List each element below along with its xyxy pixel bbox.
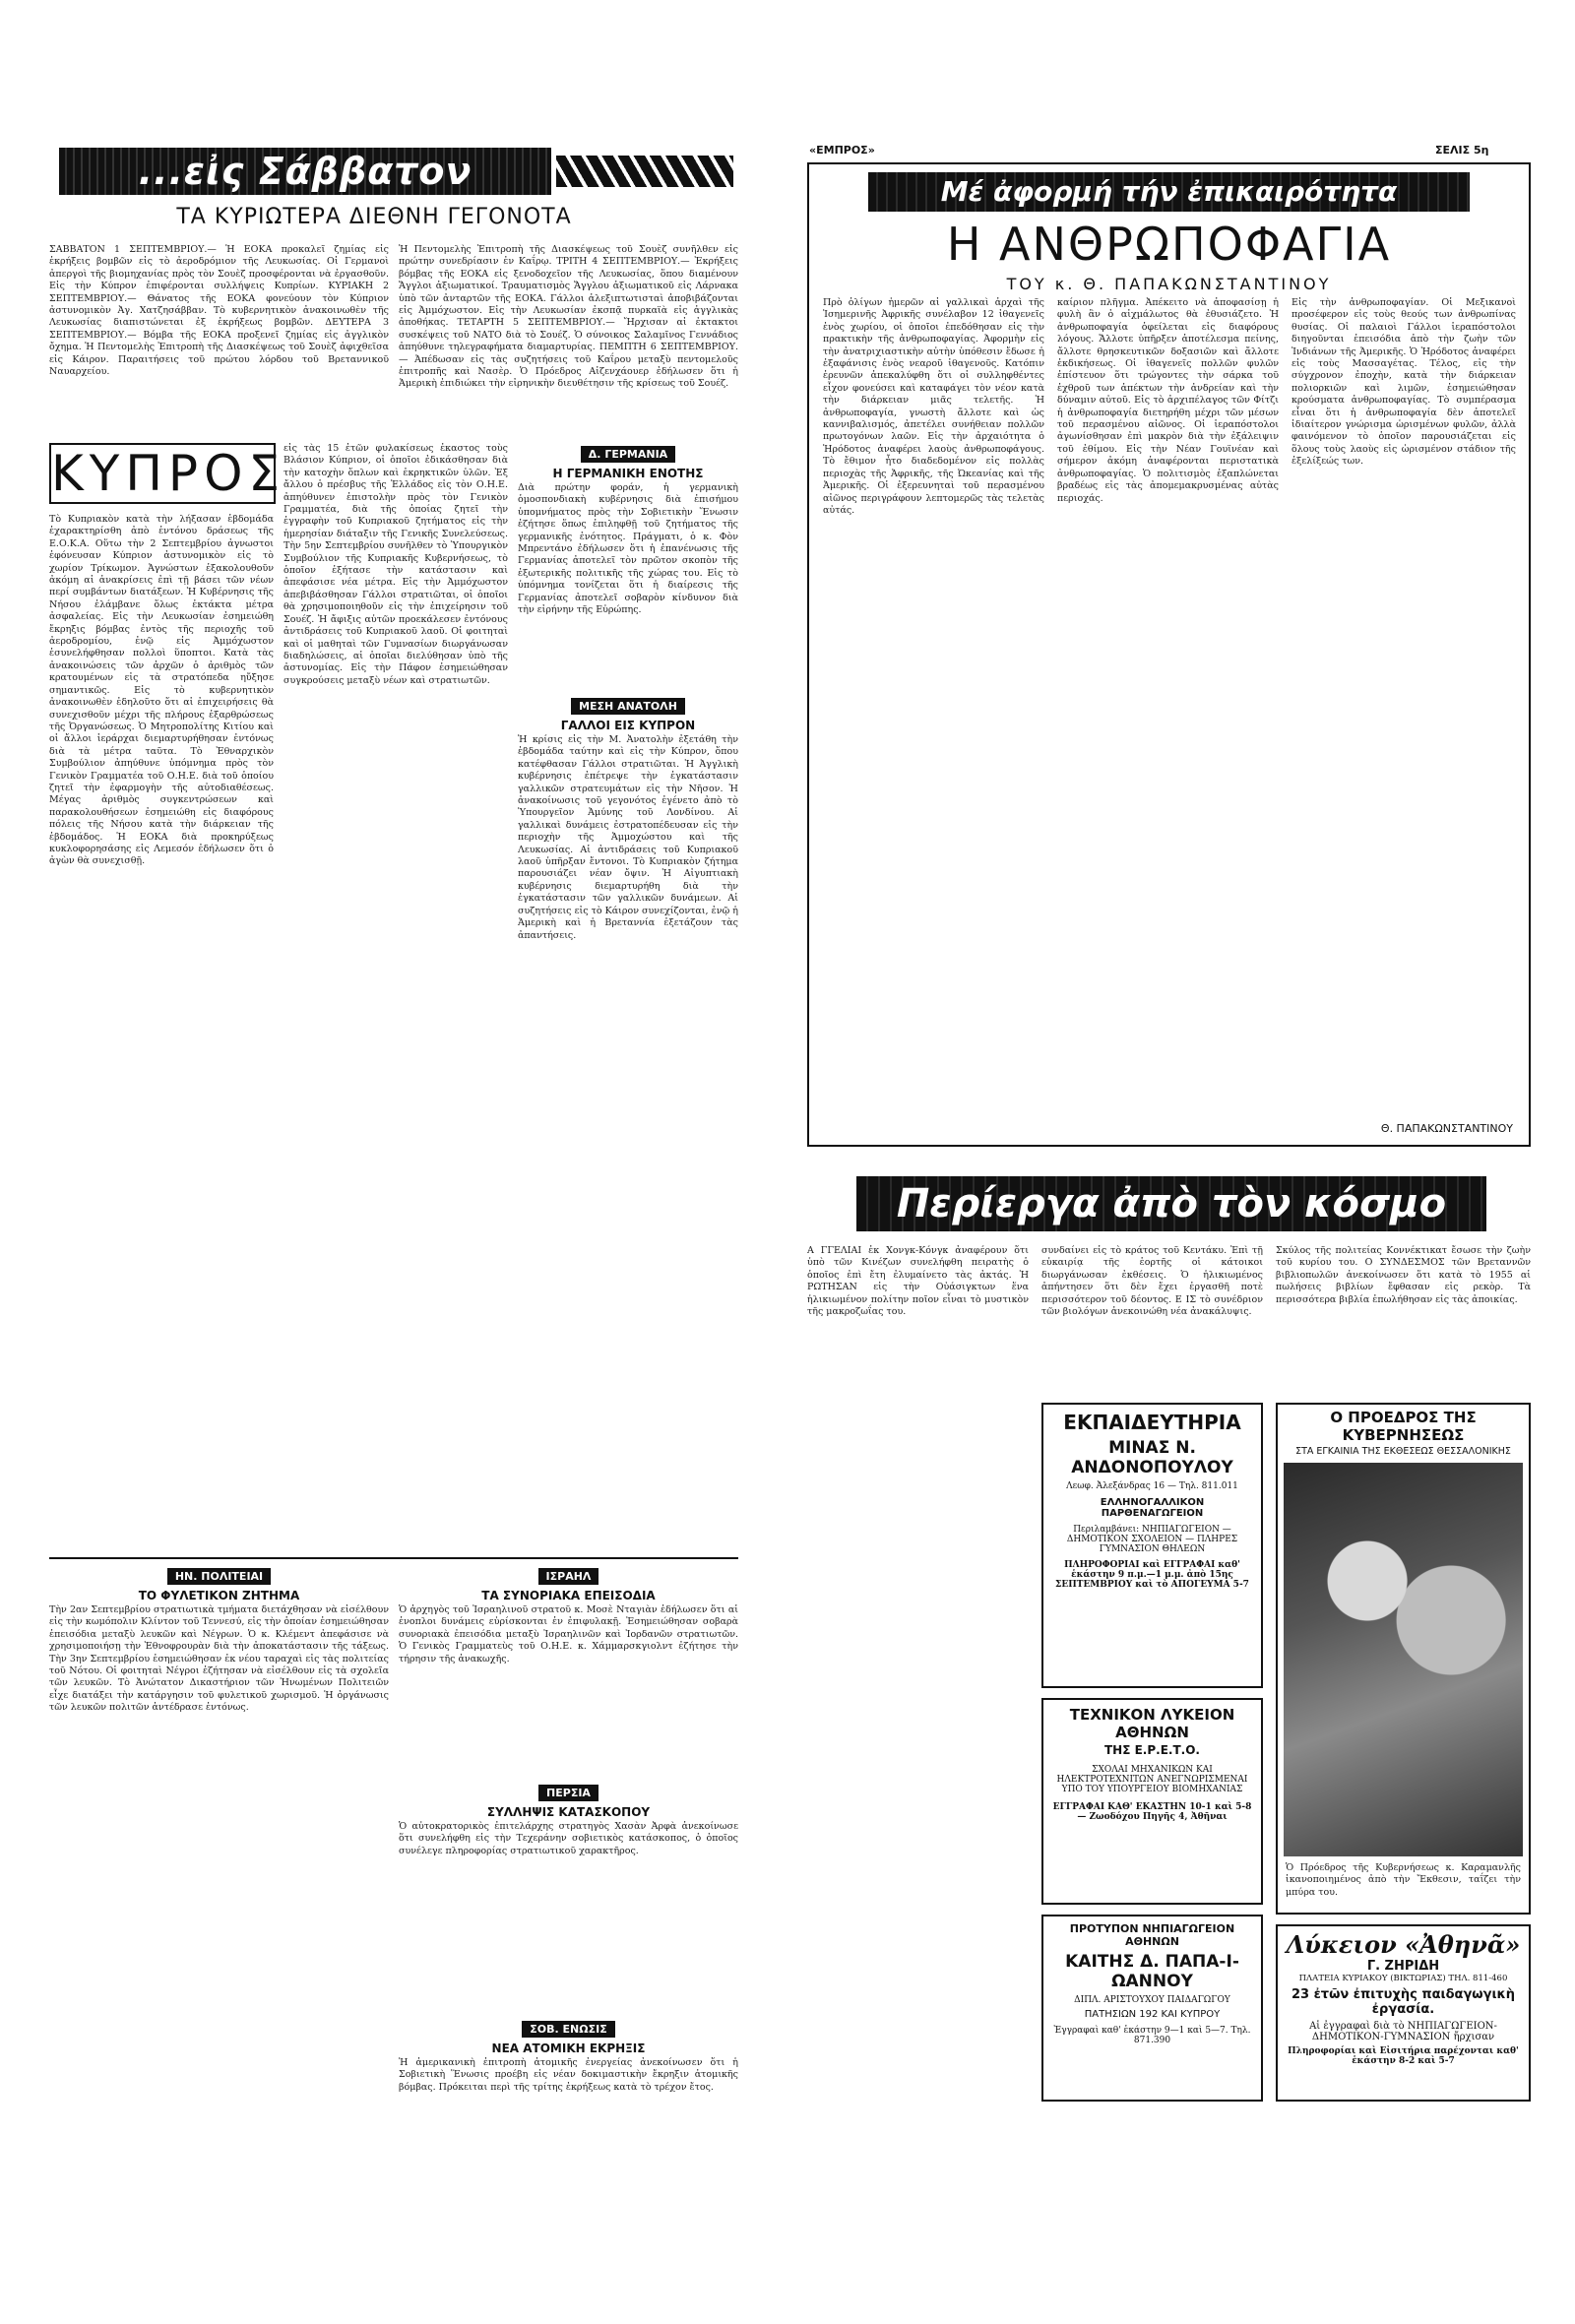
germany-label: Δ. ΓΕΡΜΑΝΙΑ xyxy=(581,446,675,463)
usa-text: Τὴν 2αν Σεπτεμβρίου στρατιωτικὰ τμήματα διετάχθησαν νὰ εἰσέλθουν εἰς τὴν κωμόπολιν Κλίντον τοῦ Τεννεσύ, εἰς τὴν ὁποίαν ἐσημειώθησαν ἐπεισόδια μεταξὺ λευκῶν καὶ Νέγρων. Ὁ κ. Κλέμεντ ἀπεφάσισε νὰ χρησιμοποιήσῃ τὴν Ἐθνοφρουρὰν διὰ τὴν ἀποκατάστασιν τῆς τάξεως. Τὴν 3ην Σεπτεμβρίου ἐσημειώθησαν ἐκ νέου ταραχαὶ εἰς τὰς πολιτείας τοῦ Νότου. Οἱ φοιτηταὶ Νέγροι ἐζήτησαν νὰ εἰσέλθουν εἰς τὰ σχολεῖα τῶν λευκῶν. Τὸ Ἀνώτατον Δικαστήριον τῶν Ἡνωμένων Πολιτειῶν εἶχε διατάξει τὴν κατάργησιν τοῦ φυλετικοῦ χωρισμοῦ. Ἡ ὀργάνωσις τῶν λευκῶν πολιτῶν ἀντέδρασε ἐντόνως. xyxy=(49,1604,389,1714)
persia-section xyxy=(399,1782,738,1819)
article-banner-text: Μέ ἀφορμή τήν ἐπικαιρότητα xyxy=(940,175,1398,208)
ad-andonopoulou xyxy=(1041,1403,1263,1688)
ussr-section xyxy=(399,2018,738,2055)
article-banner xyxy=(868,172,1470,212)
curios-banner xyxy=(856,1176,1486,1231)
right-page xyxy=(807,162,1555,2298)
ad3-address: ΠΑΤΗΣΙΩΝ 192 ΚΑΙ ΚΥΠΡΟΥ xyxy=(1084,2009,1221,2020)
ad-nursery xyxy=(1041,1915,1263,2102)
cyprus-col2: εἰς τὰς 15 ἐτῶν φυλακίσεως ἐκαστος τοὺς Βλάσιον Κύπριον, οἱ ὁποῖοι ἐδικάσθησαν διὰ τὴν κατοχὴν ὅπλων καὶ ἐκρηκτικῶν ὑλῶν. Ἐξ ἄλλου ὁ πρέσβυς τῆς Ἑλλάδος εἰς τὸν Ο.Η.Ε. ἀπηύθυνεν ἐπιστολὴν πρὸς τὸν Γενικὸν Γραμματέα, διὰ τῆς ὁποίας ζητεῖ τὴν ἐγγραφὴν τοῦ Κυπριακοῦ ζητήματος εἰς τὴν ἡμερησίαν διάταξιν τῆς Γενικῆς Συνελεύσεως. Τὴν 5ην Σεπτεμβρίου συνῆλθεν τὸ Ὑπουργικὸν Συμβούλιον τῆς Κυπριακῆς Κυβερνήσεως, τὸ ὁποῖον ἐξήτασε τὴν κατάστασιν καὶ ἀπεφάσισε νέα μέτρα. Εἰς τὴν Ἀμμόχωστον ἀπεβιβάσθησαν Γάλλοι στρατιῶται, οἱ ὁποῖοι θὰ χρησιμοποιηθοῦν εἰς τὴν ἐπιχείρησιν τοῦ Σουέζ. Ἡ ἄφιξις αὐτῶν προεκάλεσεν ἐντόνους ἀντιδράσεις τοῦ Κυπριακοῦ λαοῦ. Οἱ φοιτηταὶ καὶ οἱ μαθηταὶ τῶν Γυμνασίων διωργάνωσαν διαδηλώσεις, αἱ ὁποῖαι διελύθησαν ὑπὸ τῆς ἀστυνομίας. Εἰς τὴν Πάφον ἐσημειώθησαν συγκρούσεις μεταξὺ νέων καὶ στρατιωτῶν. xyxy=(284,443,508,686)
ad2-text: ΣΧΟΛΑΙ ΜΗΧΑΝΙΚΩΝ ΚΑΙ ΗΛΕΚΤΡΟΤΕΧΝΙΤΩΝ ΑΝΕΓΝΩΡΙΣΜΕΝΑΙ ΥΠΟ ΤΟΥ ΥΠΟΥΡΓΕΙΟΥ ΒΙΟΜΗΧΑΝΙΑΣ xyxy=(1056,1765,1248,1794)
ad3-sub: ΔΙΠΛ. ΑΡΙΣΤΟΥΧΟΥ ΠΑΙΔΑΓΩΓΟΥ xyxy=(1074,1995,1230,2005)
page-number: ΣΕΛΙΣ 5η xyxy=(1435,144,1489,157)
israel-label: ΙΣΡΑΗΛ xyxy=(538,1568,599,1585)
usa-section xyxy=(49,1565,389,1602)
ad1-address: Λεωφ. Ἀλεξάνδρας 16 — Τηλ. 811.011 xyxy=(1066,1481,1238,1491)
ad3-info: Ἐγγραφαὶ καθ' ἑκάστην 9—1 καὶ 5—7. Τηλ. 871.390 xyxy=(1053,2026,1251,2045)
pm-title: Ο ΠΡΟΕΔΡΟΣ ΤΗΣ ΚΥΒΕΡΝΗΣΕΩΣ xyxy=(1330,1409,1477,1444)
mideast-title: ΓΑΛΛΟΙ ΕΙΣ ΚΥΠΡΟΝ xyxy=(560,719,696,732)
article-col3: Εἰς τὴν ἀνθρωποφαγίαν. Οἱ Μεξικανοὶ προσέφερον εἰς τοὺς θεούς των ἀνθρωπίνας θυσίας. Οἱ παλαιοὶ Γάλλοι ἱεραπόστολοι διηγοῦνται ἐπεισόδια ἀπὸ τὴν ζωὴν τῶν Ἰνδιάνων τῆς Ἀμερικῆς. Ὁ Ἡρόδοτος ἀναφέρει εἰς τοὺς Μασσαγέτας. Τέλος, εἰς τὴν σύγχρονον ἐποχὴν, κατὰ τὴν διάρκειαν πολιορκιῶν καὶ λιμῶν, ἐσημειώθησαν κρούσματα ἀνθρωποφαγίας. Τὸ συμπέρασμα εἶναι ὅτι ἡ ἀνθρωποφαγία δὲν ἀποτελεῖ ἰδιαίτερον γνώρισμα ὡρισμένων φυλῶν, ἀλλὰ φαινόμενον τὸ ὁποῖον παρουσιάζεται εἰς ὅλους τοὺς λαοὺς εἰς ὡρισμένον στάδιον τῆς ἐξελίξεώς των. xyxy=(1292,297,1516,468)
ad4-title: Λύκειον «Ἀθηνᾶ» xyxy=(1286,1930,1521,1959)
curios-col1: Α ΓΓΕΛΙΑΙ ἐκ Χονγκ-Κόνγκ ἀναφέρουν ὅτι ὑπὸ τῶν Κινέζων συνελήφθη πειρατὴς ὁ ὁποῖος ἐπὶ ἔτη ἐλυμαίνετο τὰς ἀκτάς. Ἡ ΡΩΤΗΣΑΝ εἰς τὴν Οὐάσιγκτων ἕνα ἡλικιωμένον πολίτην ποῖον εἶναι τὸ μυστικὸν τῆς μακροζωΐας του. xyxy=(807,1245,1029,1318)
ad4-info: Πληροφορίαι καὶ Εἰσιτήρια παρέχονται καθ' ἑκάστην 8-2 καὶ 5-7 xyxy=(1288,2046,1519,2066)
ad1-title: ΕΚΠΑΙΔΕΥΤΗΡΙΑ xyxy=(1063,1411,1241,1434)
ad4-name: Γ. ΖΗΡΙΔΗ xyxy=(1366,1959,1440,1974)
ad-technical-lyceum xyxy=(1041,1698,1263,1905)
ad1-type: ΕΛΛΗΝΟΓΑΛΛΙΚΟΝ ΠΑΡΘΕΝΑΓΩΓΕΙΟΝ xyxy=(1100,1497,1205,1519)
ad1-info: ΠΛΗΡΟΦΟΡΙΑΙ καὶ ΕΓΓΡΑΦΑΙ καθ' ἑκάστην 9 π.μ.—1 μ.μ. ἀπὸ 15ης ΣΕΠΤΕΜΒΡΙΟΥ καὶ τὸ ΑΠΟΓΕΥΜΑ 5-7 xyxy=(1055,1560,1249,1590)
usa-label: ΗΝ. ΠΟΛΙΤΕΙΑΙ xyxy=(167,1568,271,1585)
article-byline: ΤΟΥ κ. Θ. ΠΑΠΑΚΩΝΣΤΑΝΤΙΝΟΥ xyxy=(1006,275,1332,293)
israel-section xyxy=(399,1565,738,1602)
pm-caption: Ὁ Πρόεδρος τῆς Κυβερνήσεως κ. Καραμανλῆς ἱκανοποιημένος ἀπὸ τὴν Ἔκθεσιν, ταΐζει τὴν μπύρα του. xyxy=(1286,1862,1521,1898)
mideast-label: ΜΕΣΗ ΑΝΑΤΟΛΗ xyxy=(571,698,685,715)
ad2-sub: ΤΗΣ Ε.Ρ.Ε.Τ.Ο. xyxy=(1104,1743,1200,1757)
weekly-subtitle: ΤΑ ΚΥΡΙΩΤΕΡΑ ΔΙΕΘΝΗ ΓΕΓΟΝΟΤΑ xyxy=(176,205,572,229)
ad3-title: ΠΡΟΤΥΠΟΝ ΝΗΠΙΑΓΩΓΕΙΟΝ ΑΘΗΝΩΝ xyxy=(1069,1922,1235,1948)
ad4-registration: Αἱ ἐγγραφαὶ διὰ τὸ ΝΗΠΙΑΓΩΓΕΙΟΝ-ΔΗΜΟΤΙΚΟΝ-ΓΥΜΝΑΣΙΟΝ ἤρχισαν xyxy=(1309,2021,1497,2042)
curios-col2: συνδαίνει εἰς τὸ κράτος τοῦ Κεντάκυ. Ἐπὶ τῇ εὐκαιρίᾳ τῆς ἑορτῆς οἱ κάτοικοι διωργάνωσαν ἐκθέσεις. Ὁ ἡλικιωμένος ἀπήντησεν ὅτι δὲν ἔχει ἐργασθῆ ποτὲ περισσότερον τοῦ δέοντος. Ε ΙΣ τὸ συνέδριον τῶν βιολόγων ἀνεκοινώθη νέα ἀνακάλυψις. xyxy=(1041,1245,1263,1318)
article-col1: Πρὸ ὀλίγων ἡμερῶν αἱ γαλλικαὶ ἀρχαὶ τῆς Ἰσημερινῆς Ἀφρικῆς συνέλαβον 12 ἰθαγενεῖς ἑνὸς χωρίου, οἱ ὁποῖοι ἐπεδόθησαν εἰς τὴν πρακτικὴν τῆς ἀνθρωποφαγίας. Ἀφορμὴν εἰς τὴν ἀνατριχιαστικὴν αὐτὴν ὑπόθεσιν ἔδωσε ἡ ἐξαφάνισις ἑνὸς νεαροῦ ἰθαγενοῦς. Κατόπιν ἐρευνῶν ἀπεκαλύφθη ὅτι οἱ συλληφθέντες εἶχον φονεύσει καὶ καταφάγει τὸν νέον κατὰ τὴν διάρκειαν μιᾶς τελετῆς. Ἡ ἀνθρωποφαγία, γνωστὴ ἄλλοτε καὶ ὡς καννιβαλισμός, ἀπετέλει συνήθειαν πολλῶν πρωτογόνων λαῶν. Εἰς τὴν ἀρχαιότητα ὁ Ἡρόδοτος ἀναφέρει λαοὺς ἀνθρωποφάγους. Τὸ ἔθιμον ἦτο διαδεδομένον εἰς πολλὰς περιοχὰς τῆς Ἀφρικῆς, τῆς Ὠκεανίας καὶ τῆς Ἀμερικῆς. Οἱ ἐξερευνηταὶ τοῦ περασμένου αἰῶνος περιγράφουν λεπτομερῶς τὰς τελετὰς αὐτάς. xyxy=(823,297,1044,516)
newspaper-name: «ΕΜΠΡΟΣ» xyxy=(809,144,875,157)
persia-text: Ὁ αὐτοκρατορικὸς ἐπιτελάρχης στρατηγὸς Χασὰν Ἀρφὰ ἀνεκοίνωσε ὅτι συνελήφθη εἰς τὴν Τεχεράνην σοβιετικὸς κατάσκοπος, ὁ ὁποῖος συνέλεγε πληροφορίας στρατιωτικοῦ χαρακτῆρος. xyxy=(399,1821,738,1856)
article-title: Η ΑΝΘΡΩΠΟΦΑΓΙΑ xyxy=(946,218,1392,271)
section-divider xyxy=(49,1557,738,1559)
weekly-events-col1: ΣΑΒΒΑΤΟΝ 1 ΣΕΠΤΕΜΒΡΙΟΥ.— Ἡ ΕΟΚΑ προκαλεῖ ζημίας εἰς ἐκρήξεις βομβῶν εἰς τὸ ἀεροδρόμιον τῆς Λευκωσίας. Οἱ Γερμανοὶ ἀπεργοὶ τῆς βιομηχανίας πρὸς τὸν Σουὲζ προσφέρονται νὰ ἐργασθοῦν. Εἰς τὴν Κύπρον ἐπιφέρονται συλλήψεις Κυπρίων. ΚΥΡΙΑΚΗ 2 ΣΕΠΤΕΜΒΡΙΟΥ.— Θάνατος τῆς ΕΟΚΑ φονεύουν τὸν Κύπριον ἀστυνομικὸν Ἀγ. Χατζησάββαν. Τὸ κυβερνητικὸν ἀνακοινωθὲν τῆς Λευκωσίας διαπιστώνεται ἐξ ἐκρήξεως βομβῶν. ΔΕΥΤΕΡΑ 3 ΣΕΠΤΕΜΒΡΙΟΥ.— Βόμβα τῆς ΕΟΚΑ προξενεῖ ζημίας εἰς ἀγγλικὸν ὄχημα. Ἡ Πεντομελὴς Ἐπιτροπὴ τῆς Διασκέψεως τοῦ Σουὲζ ἀφιχθεῖσα εἰς Κάιρον. Παραιτήσεις τοῦ πρώτου λόρδου τοῦ Βρεταννικοῦ Ναυαρχείου. xyxy=(49,244,389,378)
pm-photo xyxy=(1284,1463,1523,1856)
mideast-text: Ἡ κρίσις εἰς τὴν Μ. Ἀνατολὴν ἐξετάθη τὴν ἑβδομάδα ταύτην καὶ εἰς τὴν Κύπρον, ὅπου κατέφθασαν Γάλλοι στρατιῶται. Ἡ Ἀγγλικὴ κυβέρνησις ἐπέτρεψε τὴν ἐγκατάστασιν γαλλικῶν στρατευμάτων εἰς τὴν Νῆσον. Ἡ ἀνακοίνωσις τοῦ γεγονότος ἐγένετο ἀπὸ τὸ Ὑπουργεῖον Ἀμύνης τοῦ Λονδίνου. Αἱ γαλλικαὶ δυνάμεις ἐστρατοπέδευσαν εἰς τὴν περιοχὴν τῆς Ἀμμοχώστου καὶ τῆς Λευκωσίας. Αἱ ἀντιδράσεις τοῦ Κυπριακοῦ λαοῦ ὑπῆρξαν ἔντονοι. Τὸ Κυπριακὸν ζήτημα παρουσιάζει νέαν ὄψιν. Ἡ Αἰγυπτιακὴ κυβέρνησις διεμαρτυρήθη διὰ τὴν ἐγκατάστασιν τῶν γαλλικῶν δυνάμεων. Αἱ συζητήσεις εἰς τὸ Κάιρον συνεχίζονται, ἐνῷ ἡ Ἀμερικὴ καὶ ἡ Βρεταννία ἐξετάζουν τὰς ἀπαντήσεις. xyxy=(518,734,738,941)
persia-label: ΠΕΡΣΙΑ xyxy=(538,1785,598,1801)
weekly-banner-text: ...εἰς Σάββατον xyxy=(138,150,472,193)
ad3-name: ΚΑΙΤΗΣ Δ. ΠΑΠΑ-Ι-ΩΑΝΝΟΥ xyxy=(1065,1952,1239,1991)
banner-ornament xyxy=(556,156,733,187)
left-page xyxy=(49,148,778,2293)
weekly-banner xyxy=(59,148,551,195)
israel-title: ΤΑ ΣΥΝΟΡΙΑΚΑ ΕΠΕΙΣΟΔΙΑ xyxy=(481,1589,656,1602)
persia-title: ΣΥΛΛΗΨΙΣ ΚΑΤΑΣΚΟΠΟΥ xyxy=(486,1805,651,1819)
usa-title: ΤΟ ΦΥΛΕΤΙΚΟΝ ΖΗΤΗΜΑ xyxy=(138,1589,300,1602)
ad2-title: ΤΕΧΝΙΚΟΝ ΛΥΚΕΙΟΝ ΑΘΗΝΩΝ xyxy=(1069,1706,1235,1741)
germany-title: Η ΓΕΡΜΑΝΙΚΗ ΕΝΟΤΗΣ xyxy=(552,467,704,480)
pm-photo-box xyxy=(1276,1403,1531,1915)
article-signature: Θ. ΠΑΠΑΚΩΝΣΤΑΝΤΙΝΟΥ xyxy=(1380,1122,1513,1135)
cyprus-col1: Τὸ Κυπριακὸν κατὰ τὴν λήξασαν ἑβδομάδα ἐχαρακτηρίσθη ἀπὸ ἐντόνου δράσεως τῆς Ε.Ο.Κ.Α. Οὕτω τὴν 2 Σεπτεμβρίου ἀγνωστοι ἐφόνευσαν Κύπριον ἀστυνομικὸν εἰς τὸ χωρίον Τρίκωμον. Ἀγνώστων ἐξακολουθοῦν ἀκόμη αἱ ἀνακρίσεις ἐπὶ τῇ βάσει τῶν νέων περί συμβάντων διατάξεων. Ἡ Κυβέρνησις τῆς Νήσου ἐλάμβανε ὅλως ἐκτάκτα μέτρα ἀσφαλείας. Εἰς τὴν Λευκωσίαν ἐσημειώθη ἔκρηξις βόμβας ἐντὸς τῆς περιοχῆς τοῦ ἀεροδρομίου, ἐνῷ εἰς Ἀμμόχωστον ἐσυνελήφθησαν πολλοὶ ὕποπτοι. Κατὰ τὰς ἀνακοινώσεις τῶν ἀρχῶν ὁ ἀριθμὸς τῶν κρατουμένων εἰς τὰ στρατόπεδα ηὔξησε σημαντικῶς. Εἰς τὸ κυβερνητικὸν ἀνακοινωθὲν ἐδηλοῦτο ὅτι αἱ ἐπιχειρήσεις θὰ συνεχισθοῦν μέχρι τῆς πλήρους ἐξαρθρώσεως τῆς Ὀργανώσεως. Ὁ Μητροπολίτης Κιτίου καὶ οἱ ἄλλοι ἱεράρχαι διεμαρτυρήθησαν ἐντόνως διὰ τὰ μέτρα ταῦτα. Τὸ Ἐθναρχικὸν Συμβούλιον ἀπηύθυνε ὑπόμνημα πρὸς τὸν Γενικὸν Γραμματέα τοῦ Ο.Η.Ε. διὰ τοῦ ὁποίου ζητεῖ τὴν ἐφαρμογὴν τῆς αὐτοδιαθέσεως. Μέγας ἀριθμὸς συγκεντρώσεων καὶ παρακολουθήσεων ἐσημειώθη εἰς διαφόρους πόλεις τῆς Νήσου κατὰ τὴν διάρκειαν τῆς ἑβδομάδος. Ἡ ΕΟΚΑ διὰ προκηρύξεως κυκλοφορησάσης εἰς Λεμεσόν ἐδήλωσεν ὅτι ὁ ἀγὼν θὰ συνεχισθῇ. xyxy=(49,514,274,867)
germany-text: Διὰ πρώτην φοράν, ἡ γερμανικὴ ὁμοσπονδιακὴ κυβέρνησις διὰ ἐπισήμου ὑπομνήματος πρὸς τὴν Σοβιετικὴν Ἕνωσιν ἐζήτησε ὅπως ἐπιληφθῇ τοῦ ζητήματος τῆς γερμανικῆς ἑνότητος. Πράγματι, ὁ κ. Φὸν Μπρεντάνο ἐδήλωσεν ὅτι ἡ ἐπανένωσις τῆς Γερμανίας ἀποτελεῖ τὸν πρῶτον σκοπὸν τῆς ἐξωτερικῆς πολιτικῆς τῆς χώρας του. Εἰς τὸ ὑπόμνημα τονίζεται ὅτι ἡ διαίρεσις τῆς Γερμανίας ἀποτελεῖ σοβαρὸν κίνδυνον διὰ τὴν εἰρήνην τῆς Εὐρώπης. xyxy=(518,482,738,616)
curios-col3: Σκύλος τῆς πολιτείας Κοννέκτικατ ἔσωσε τὴν ζωὴν τοῦ κυρίου του. Ο ΣΥΝΔΕΣΜΟΣ τῶν Βρεταννῶν βιβλιοπωλῶν ἀνεκοίνωσεν ὅτι κατὰ τὸ 1955 αἱ πωλήσεις βιβλίων ἔφθασαν εἰς ρεκὸρ. Τὰ περισσότερα βιβλία ἐπωλήθησαν εἰς τὰς ἀποικίας. xyxy=(1276,1245,1531,1305)
mideast-section xyxy=(518,695,738,732)
ad1-name: ΜΙΝΑΣ Ν. ΑΝΔΟΝΟΠΟΥΛΟΥ xyxy=(1071,1438,1233,1477)
ad-athena-lyceum xyxy=(1276,1924,1531,2102)
ad4-address: ΠΛΑΤΕΙΑ ΚΥΡΙΑΚΟΥ (ΒΙΚΤΩΡΙΑΣ) ΤΗΛ. 811-460 xyxy=(1298,1974,1508,1983)
cannibalism-article xyxy=(807,162,1531,1147)
ad1-text: Περιλαμβάνει: ΝΗΠΙΑΓΩΓΕΙΟΝ — ΔΗΜΟΤΙΚΟΝ ΣΧΟΛΕΙΟΝ — ΠΛΗΡΕΣ ΓΥΜΝΑΣΙΟΝ ΘΗΛΕΩΝ xyxy=(1066,1525,1238,1554)
ussr-title: ΝΕΑ ΑΤΟΜΙΚΗ ΕΚΡΗΞΙΣ xyxy=(491,2041,646,2055)
ussr-text: Ἡ ἀμερικανικὴ ἐπιτροπὴ ἀτομικῆς ἐνεργείας ἀνεκοίνωσεν ὅτι ἡ Σοβιετικὴ Ἕνωσις προέβη εἰς νέαν δοκιμαστικὴν ἔκρηξιν ἀτομικῆς βόμβας. Πρόκειται περὶ τῆς τρίτης ἐκρήξεως κατὰ τὸ τρέχον ἔτος. xyxy=(399,2057,738,2093)
ad2-info: ΕΓΓΡΑΦΑΙ ΚΑΘ' ΕΚΑΣΤΗΝ 10-1 καὶ 5-8 — Ζωοδόχου Πηγῆς 4, Ἀθῆναι xyxy=(1052,1802,1252,1822)
cyprus-title: ΚΥΠΡΟΣ xyxy=(51,445,286,502)
article-col2: καίριον πλῆγμα. Ἀπέκειτο νὰ ἀποφασίσῃ ἡ φυλὴ ἂν ὁ αἰχμάλωτος θὰ ἐθυσιάζετο. Ἡ ἀνθρωποφαγία ὀφείλεται εἰς διαφόρους λόγους. Ἄλλοτε ὑπῆρξεν ἀποτέλεσμα πείνης, ἄλλοτε θρησκευτικῶν δοξασιῶν καὶ ἄλλοτε ἐκδικήσεως. Οἱ ἰθαγενεῖς πολλῶν φυλῶν ἐπίστευον ὅτι τρώγοντες τὴν σάρκα τοῦ ἐχθροῦ των ἀπέκτων τὴν ἀνδρείαν καὶ τὴν δύναμιν αὐτοῦ. Εἰς τὸ ἀρχιπέλαγος τῶν Φίτζι ἡ ἀνθρωποφαγία διετηρήθη μέχρι τῶν μέσων τοῦ περασμένου αἰῶνος. Οἱ ἱεραπόστολοι ἀγωνίσθησαν ἐπὶ μακρὸν διὰ τὴν ἐξάλειψιν τοῦ ἐθίμου. Εἰς τὴν Νέαν Γουϊνέαν καὶ σήμερον ἀκόμη ἀναφέρονται περιστατικὰ ἀνθρωποφαγίας. Ὁ πολιτισμὸς ἐξαπλώνεται βραδέως εἰς τὰς ἀπομεμακρυσμένας αὐτὰς περιοχάς. xyxy=(1057,297,1279,504)
pm-subtitle: ΣΤΑ ΕΓΚΑΙΝΙΑ ΤΗΣ ΕΚΘΕΣΕΩΣ ΘΕΣΣΑΛΟΝΙΚΗΣ xyxy=(1295,1446,1511,1457)
israel-text: Ὁ ἀρχηγὸς τοῦ Ἰσραηλινοῦ στρατοῦ κ. Μοσὲ Νταγιὰν ἐδήλωσεν ὅτι αἱ ἐνοπλοι δυνάμεις εὑρίσκονται ἐν ἐπιφυλακῇ. Ἐσημειώθησαν σοβαρὰ συνοριακὰ ἐπεισόδια μεταξὺ Ἰσραηλινῶν καὶ Ἰορδανῶν στρατιωτῶν. Ὁ Γενικὸς Γραμματεὺς τοῦ Ο.Η.Ε. κ. Χάμμαρσκγιολντ ἐζήτησε τὴν τήρησιν τῆς ἀνακωχῆς. xyxy=(399,1604,738,1664)
curios-banner-text: Περίεργα ἀπὸ τὸν κόσμο xyxy=(896,1181,1447,1226)
ussr-label: ΣΟΒ. ΕΝΩΣΙΣ xyxy=(522,2021,614,2038)
cyprus-heading-box xyxy=(49,443,286,504)
germany-section xyxy=(518,443,738,480)
ad4-slogan: 23 ἐτῶν ἐπιτυχὴς παιδαγωγικὴ ἐργασία. xyxy=(1291,1987,1516,2017)
weekly-events-col2: Ἡ Πεντομελὴς Ἐπιτροπὴ τῆς Διασκέψεως τοῦ Σουὲζ συνῆλθεν εἰς πρώτην συνεδρίασιν ἐν Καΐρῳ. ΤΡΙΤΗ 4 ΣΕΠΤΕΜΒΡΙΟΥ.— Ἐκρήξεις βόμβας τῆς ΕΟΚΑ εἰς ξενοδοχεῖον τῆς Λευκωσίας, ὅπου διαμένουν Ἄγγλοι ἀξιωματικοί. Τραυματισμὸς Ἄγγλου ἀξιωματικοῦ εἰς Λάρνακα ὑπὸ τῶν ἀνταρτῶν τῆς ΕΟΚΑ. Γάλλοι ἀλεξιπτωτισταὶ ἀποβιβάζονται εἰς Ἀμμόχωστον. Εἰς τὴν Λευκωσίαν ἐκσπᾷ πυρκαϊὰ εἰς ἀγγλικὰς ἀποθήκας. ΤΕΤΑΡΤΗ 5 ΣΕΠΤΕΜΒΡΙΟΥ.— Ἤρχισαν αἱ ἐκτακτοι συσκέψεις τοῦ ΝΑΤΟ διὰ τὸ Σουέζ. Ὁ σύνοικος Σαλαμῖνος Γεννάδιος ἀπηύθυνε τηλεγραφήματα διαμαρτυρίας. ΠΕΜΠΤΗ 6 ΣΕΠΤΕΜΒΡΙΟΥ.— Ἀπέδωσαν εἰς τὰς συζητήσεις τοῦ Καΐρου μεταξὺ πεντομελοῦς ἐπιτροπῆς καὶ Νασὲρ. Ὁ Πρόεδρος Αἰζενχάουερ ἐδήλωσεν ὅτι ἡ Ἀμερικὴ ἐπιδιώκει τὴν εἰρηνικὴν διευθέτησιν τῆς κρίσεως τοῦ Σουέζ. xyxy=(399,244,738,390)
